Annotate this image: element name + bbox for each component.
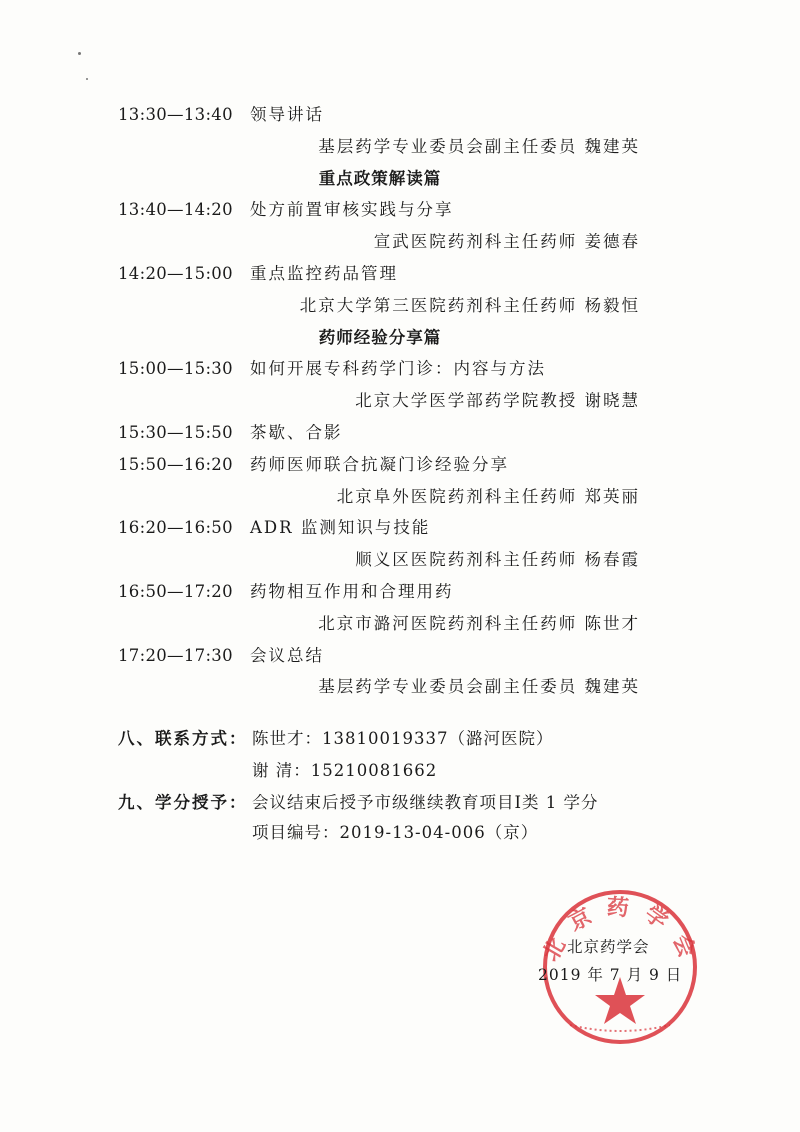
contact-line-2: 谢 清：15210081662 bbox=[252, 761, 438, 780]
schedule-time: 15:00—15:30 bbox=[118, 359, 233, 379]
schedule-speaker: 北京阜外医院药剂科主任药师 郑英丽 bbox=[336, 486, 640, 506]
contact-row bbox=[118, 724, 553, 754]
schedule-item bbox=[118, 259, 650, 289]
schedule-item bbox=[118, 513, 650, 543]
svg-text:北京药学会: 北京药学会 bbox=[538, 894, 705, 975]
credit-label: 九、学分授予： bbox=[118, 793, 248, 812]
schedule-topic: 如何开展专科药学门诊：内容与方法 bbox=[250, 359, 546, 379]
schedule-speaker: 宣武医院药剂科主任药师 姜德春 bbox=[373, 232, 640, 252]
credit-line-1: 会议结束后授予市级继续教育项目Ⅰ类 1 学分 bbox=[252, 793, 599, 812]
schedule-speaker: 北京大学第三医院药剂科主任药师 杨毅恒 bbox=[299, 295, 640, 315]
schedule-item bbox=[118, 354, 650, 384]
schedule-topic: 处方前置审核实践与分享 bbox=[250, 200, 454, 220]
contact-label: 八、联系方式： bbox=[118, 729, 248, 748]
schedule-item bbox=[118, 450, 650, 480]
section-title: 重点政策解读篇 bbox=[318, 168, 442, 188]
schedule-item bbox=[118, 577, 650, 607]
scan-speck bbox=[78, 52, 81, 55]
schedule-time: 13:30—13:40 bbox=[118, 105, 233, 124]
credit-line-2: 项目编号：2019-13-04-006（京） bbox=[252, 823, 539, 842]
schedule-topic: ADR 监测知识与技能 bbox=[250, 518, 431, 538]
schedule-topic: 茶歇、合影 bbox=[250, 423, 343, 442]
scan-speck bbox=[86, 78, 88, 80]
contact-line-1: 陈世才：13810019337（潞河医院） bbox=[252, 729, 554, 748]
schedule-topic: 重点监控药品管理 bbox=[250, 264, 398, 283]
schedule-time: 15:50—16:20 bbox=[118, 454, 233, 474]
schedule-topic: 会议总结 bbox=[250, 645, 324, 665]
schedule-speaker: 北京大学医学部药学院教授 谢晓慧 bbox=[355, 391, 640, 411]
schedule-time: 13:40—14:20 bbox=[118, 200, 233, 220]
signature-org: 北京药学会 bbox=[567, 938, 650, 956]
section-title: 药师经验分享篇 bbox=[318, 327, 442, 347]
schedule-speaker: 北京市潞河医院药剂科主任药师 陈世才 bbox=[318, 613, 640, 633]
signature-date: 2019 年 7 月 9 日 bbox=[538, 966, 683, 984]
schedule-item bbox=[118, 195, 650, 225]
schedule-item bbox=[118, 418, 650, 448]
schedule-topic: 药师医师联合抗凝门诊经验分享 bbox=[250, 454, 509, 474]
schedule-speaker: 基层药学专业委员会副主任委员 魏建英 bbox=[318, 136, 640, 156]
credit-row bbox=[118, 788, 599, 818]
schedule-time: 15:30—15:50 bbox=[118, 423, 233, 442]
schedule-speaker: 基层药学专业委员会副主任委员 魏建英 bbox=[318, 677, 640, 697]
schedule-time: 17:20—17:30 bbox=[118, 645, 233, 665]
schedule-time: 14:20—15:00 bbox=[118, 264, 233, 283]
schedule-item bbox=[118, 641, 650, 671]
schedule-item bbox=[118, 100, 650, 130]
schedule-topic: 领导讲话 bbox=[250, 105, 324, 124]
schedule-time: 16:50—17:20 bbox=[118, 582, 233, 601]
schedule-topic: 药物相互作用和合理用药 bbox=[250, 582, 454, 601]
schedule-speaker: 顺义区医院药剂科主任药师 杨春霞 bbox=[355, 550, 640, 570]
schedule-time: 16:20—16:50 bbox=[118, 518, 233, 538]
